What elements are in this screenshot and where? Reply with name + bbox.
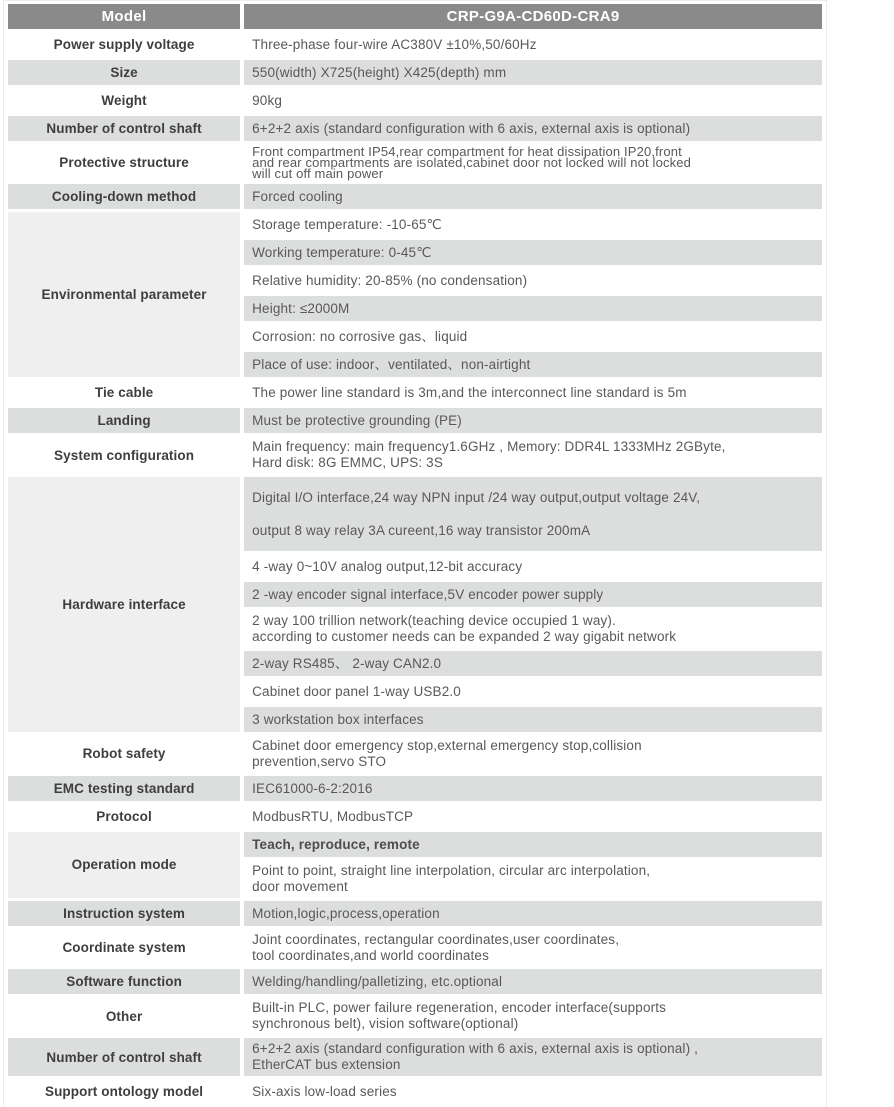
spec-row xyxy=(8,1038,822,1076)
row-label: Landing xyxy=(8,408,240,433)
row-value xyxy=(244,324,822,349)
value-line: Must be protective grounding (PE) xyxy=(252,413,462,429)
value-line: 6+2+2 axis (standard configuration with 6 axis, external axis is optional) xyxy=(252,120,691,136)
row-value xyxy=(244,212,822,237)
value-line: Front compartment IP54,rear compartment for heat dissipation IP20,front xyxy=(252,144,682,159)
value-line: Digital I/O interface,24 way NPN input /24 way output,output voltage 24V, xyxy=(252,489,701,505)
value-line: 550(width) X725(height) X425(depth) mm xyxy=(252,64,507,80)
value-line: output 8 way relay 3A cureent,16 way transistor 200mA xyxy=(252,523,591,539)
value-line: 90kg xyxy=(252,92,283,108)
row-value xyxy=(244,969,822,994)
value-line: 2 -way encoder signal interface,5V encoder power supply xyxy=(252,587,604,603)
row-label: Weight xyxy=(8,88,240,113)
row-value xyxy=(244,352,822,377)
value-line: 2 way 100 trillion network(teaching device occupied 1 way). xyxy=(252,613,616,629)
value-line: EtherCAT bus extension xyxy=(252,1057,401,1073)
spec-row xyxy=(8,144,822,181)
value-line: 4 -way 0~10V analog output,12-bit accuracy xyxy=(252,559,523,575)
value-line: and rear compartments are isolated,cabinet door not locked will not locked xyxy=(252,155,692,171)
spec-row xyxy=(8,832,822,857)
spec-table xyxy=(4,1,826,1107)
row-value xyxy=(244,901,822,926)
value-line: will cut off main power xyxy=(252,166,384,182)
value-line: 6+2+2 axis (standard configuration with 6 axis, external axis is optional) , xyxy=(252,1041,699,1057)
row-value xyxy=(244,804,822,829)
row-label: Protective structure xyxy=(8,144,240,181)
value-line: according to customer needs can be expanded 2 way gigabit network xyxy=(252,629,677,645)
value-line: Six-axis low-load series xyxy=(252,1084,397,1100)
row-label: Tie cable xyxy=(8,380,240,405)
value-line: Welding/handling/palletizing, etc.optional xyxy=(252,974,503,990)
row-value xyxy=(244,929,822,967)
model-header-value: CRP-G9A-CD60D-CRA9 xyxy=(244,4,822,29)
row-label: Size xyxy=(8,60,240,85)
row-value xyxy=(244,380,822,405)
value-line: Hard disk: 8G EMMC, UPS: 3S xyxy=(252,455,443,471)
row-label: Instruction system xyxy=(8,901,240,926)
value-line: door movement xyxy=(252,878,348,894)
row-value xyxy=(244,679,822,704)
value-line: Corrosion: no corrosive gas、liquid xyxy=(252,329,468,345)
spec-row xyxy=(8,60,822,85)
value-line: 2-way RS485、 2-way CAN2.0 xyxy=(252,655,442,671)
spec-row xyxy=(8,735,822,773)
value-line: Teach, reproduce, remote xyxy=(252,836,420,852)
row-label: Hardware interface xyxy=(8,477,240,732)
spec-row xyxy=(8,408,822,433)
value-line: tool coordinates,and world coordinates xyxy=(252,947,489,963)
value-line: ModbusRTU, ModbusTCP xyxy=(252,808,414,824)
row-value xyxy=(244,268,822,293)
row-value xyxy=(244,477,822,551)
row-value xyxy=(244,296,822,321)
spec-row xyxy=(8,184,822,209)
row-label: Environmental parameter xyxy=(8,212,240,377)
spec-row xyxy=(8,969,822,994)
value-line: Joint coordinates, rectangular coordinates,user coordinates, xyxy=(252,931,620,947)
row-value xyxy=(244,1038,822,1076)
row-value xyxy=(244,240,822,265)
row-label: Support ontology model xyxy=(8,1079,240,1104)
row-value xyxy=(244,60,822,85)
value-line: Three-phase four-wire AC380V ±10%,50/60Hz xyxy=(252,36,537,52)
value-line: Main frequency: main frequency1.6GHz , Memory: DDR4L 1333MHz 2GByte, xyxy=(252,439,726,455)
value-line: Height: ≤2000M xyxy=(252,301,350,317)
row-value xyxy=(244,184,822,209)
value-line: IEC61000-6-2:2016 xyxy=(252,780,373,796)
spec-row xyxy=(8,901,822,926)
value-line: Forced cooling xyxy=(252,189,343,205)
spec-row xyxy=(8,32,822,57)
spec-row xyxy=(8,929,822,967)
value-line: Motion,logic,process,operation xyxy=(252,905,440,921)
row-label: Software function xyxy=(8,969,240,994)
row-value xyxy=(244,436,822,474)
row-value xyxy=(244,707,822,732)
row-label: Power supply voltage xyxy=(8,32,240,57)
spec-row xyxy=(8,116,822,141)
value-line: prevention,servo STO xyxy=(252,753,387,769)
spec-row xyxy=(8,804,822,829)
row-label: Number of control shaft xyxy=(8,116,240,141)
row-label: Operation mode xyxy=(8,832,240,898)
row-value xyxy=(244,408,822,433)
spec-row xyxy=(8,436,822,474)
value-line: The power line standard is 3m,and the interconnect line standard is 5m xyxy=(252,385,687,401)
row-value xyxy=(244,860,822,898)
model-header-label: Model xyxy=(8,4,240,29)
row-value xyxy=(244,735,822,773)
value-line: Built-in PLC, power failure regeneration, encoder interface(supports xyxy=(252,1000,667,1016)
spec-row xyxy=(8,212,822,237)
row-value xyxy=(244,610,822,648)
spec-row xyxy=(8,997,822,1035)
spec-row xyxy=(8,776,822,801)
value-line: Place of use: indoor、ventilated、non-airtight xyxy=(252,357,531,373)
row-value xyxy=(244,554,822,579)
row-value xyxy=(244,1079,822,1104)
row-value xyxy=(244,32,822,57)
row-label: Cooling-down method xyxy=(8,184,240,209)
value-line: Working temperature: 0-45℃ xyxy=(252,245,432,261)
spec-row xyxy=(8,380,822,405)
row-label: EMC testing standard xyxy=(8,776,240,801)
spec-row xyxy=(8,477,822,551)
row-label: Coordinate system xyxy=(8,929,240,967)
value-line: Relative humidity: 20-85% (no condensation) xyxy=(252,273,528,289)
value-line: Cabinet door panel 1-way USB2.0 xyxy=(252,683,461,699)
row-value xyxy=(244,88,822,113)
row-label: System configuration xyxy=(8,436,240,474)
spec-row xyxy=(8,1079,822,1104)
spec-row xyxy=(8,88,822,113)
row-value xyxy=(244,116,822,141)
row-label: Other xyxy=(8,997,240,1035)
row-label: Protocol xyxy=(8,804,240,829)
value-line: Point to point, straight line interpolation, circular arc interpolation, xyxy=(252,862,651,878)
row-value xyxy=(244,582,822,607)
value-line: 3 workstation box interfaces xyxy=(252,711,424,727)
row-value xyxy=(244,776,822,801)
row-value xyxy=(244,832,822,857)
header-row xyxy=(8,4,822,29)
value-line: synchronous belt), vision software(optional) xyxy=(252,1016,519,1032)
value-line: Cabinet door emergency stop,external emergency stop,collision xyxy=(252,737,642,753)
value-line: Storage temperature: -10-65℃ xyxy=(252,217,442,233)
row-value xyxy=(244,144,822,181)
row-value xyxy=(244,651,822,676)
row-label: Robot safety xyxy=(8,735,240,773)
row-label: Number of control shaft xyxy=(8,1038,240,1076)
row-value xyxy=(244,997,822,1035)
